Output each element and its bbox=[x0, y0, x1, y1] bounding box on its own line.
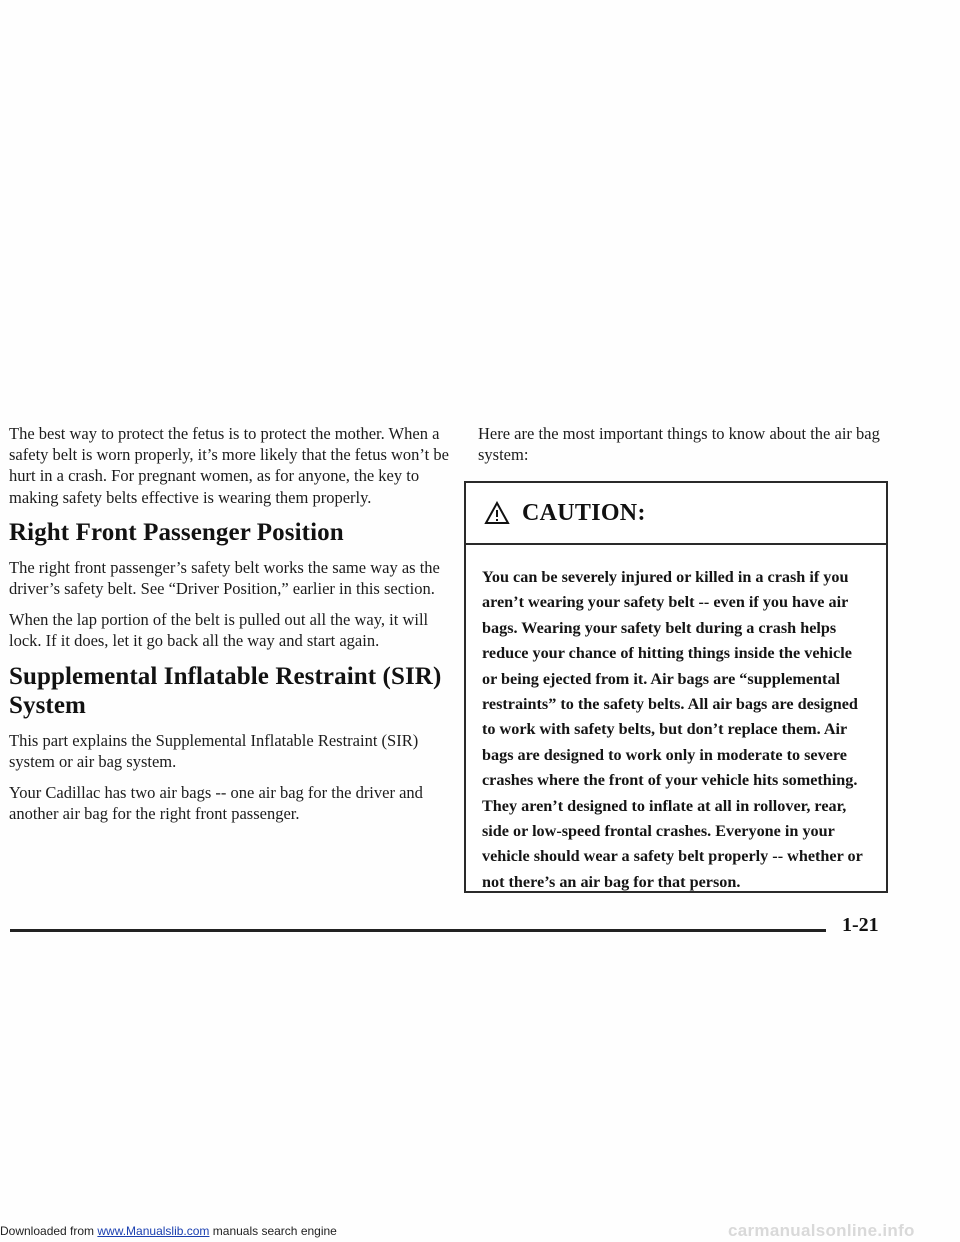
heading-right-front-passenger: Right Front Passenger Position bbox=[9, 518, 344, 546]
download-watermark bbox=[0, 1224, 337, 1238]
caution-title: CAUTION: bbox=[522, 499, 646, 526]
caution-box bbox=[464, 481, 888, 893]
page-number: 1-21 bbox=[842, 914, 879, 936]
sir-paragraph-2: Your Cadillac has two air bags -- one air bag for the driver and another air bag for the right front passenger. bbox=[9, 783, 423, 824]
caution-text: You can be severely injured or killed in a crash if you aren’t wearing your safety belt -- even if you have air bags. Wearing your safety belt during a crash helps reduce your chance of hitting things inside the vehicle or being ejected from it. Air bags are “supplemental restraints” to the safety belts. All air bags are designed to work with safety belts, but don’t replace them. Air bags are designed to work only in moderate to severe crashes where the front of your vehicle hits something. They aren’t designed to inflate at all in rollover, rear, side or low-speed frontal crashes. Everyone in your vehicle should wear a safety belt properly -- whether or not there’s an air bag for that person. bbox=[482, 568, 863, 891]
right-column bbox=[478, 423, 918, 475]
caution-header bbox=[466, 483, 886, 545]
manualslib-link[interactable]: www.Manualslib.com bbox=[97, 1224, 210, 1238]
watermark-prefix: Downloaded from bbox=[0, 1224, 98, 1238]
intro-paragraph: The best way to protect the fetus is to protect the mother. When a safety belt is worn properly, it’s more likely that the fetus won’t be hurt in a crash. For pregnant women, as for anyone, the key to making safety belts effective is wearing them properly. bbox=[9, 424, 449, 507]
site-watermark: carmanualsonline.info bbox=[728, 1221, 915, 1240]
heading-sir-system: Supplemental Inflatable Restraint (SIR) System bbox=[9, 662, 442, 719]
left-column bbox=[9, 423, 449, 834]
watermark-suffix: manuals search engine bbox=[209, 1224, 337, 1238]
air-bag-intro: Here are the most important things to know about the air bag system: bbox=[478, 424, 880, 465]
sir-paragraph-1: This part explains the Supplemental Inflatable Restraint (SIR) system or air bag system. bbox=[9, 730, 419, 771]
warning-triangle-icon bbox=[484, 501, 510, 525]
footer-rule bbox=[10, 929, 826, 932]
right-front-paragraph-2: When the lap portion of the belt is pulled out all the way, it will lock. If it does, let it go back all the way and start again. bbox=[9, 610, 429, 651]
right-front-paragraph-1: The right front passenger’s safety belt works the same way as the driver’s safety belt. See “Driver Position,” earlier in this section. bbox=[9, 557, 440, 599]
